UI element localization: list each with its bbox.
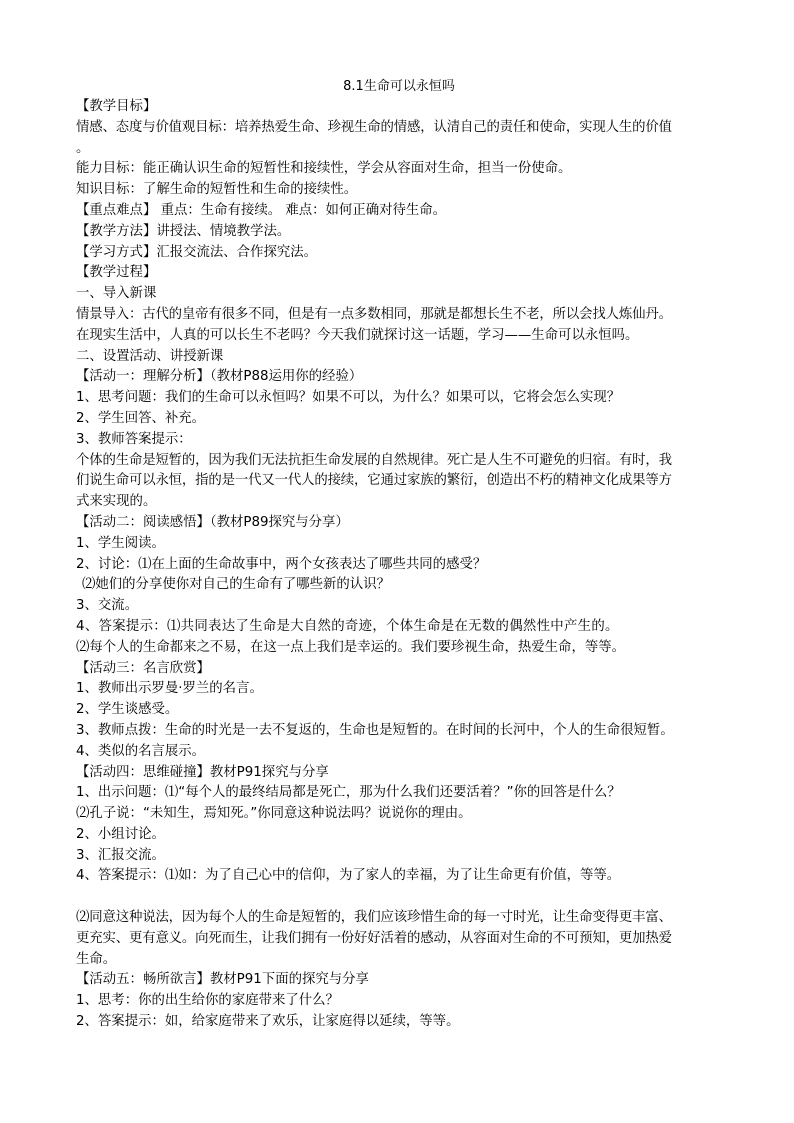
section-heading-objectives: 【教学目标】	[76, 99, 157, 114]
activity-2-item-3: 3、交流。	[76, 598, 139, 614]
document-title: 8.1生命可以永恒吗	[343, 79, 455, 94]
activity-3-item-2: 2、学生谈感受。	[76, 702, 179, 718]
section-heading-process: 【教学过程】	[76, 265, 157, 281]
activity-2-item-2: 2、讨论：⑴在上面的生命故事中，两个女孩表达了哪些共同的感受？	[76, 556, 487, 572]
document-page	[76, 76, 722, 1033]
activity-4-answer-2c: 生命。	[76, 951, 117, 967]
blank-line	[76, 887, 722, 908]
activity-2-item-1: 1、学生阅读。	[76, 535, 165, 551]
objective-emotion-tail: 。	[76, 140, 90, 156]
activity-3-item-4: 4、类似的名言展示。	[76, 743, 206, 759]
activity-4-item-4: 4、答案提示：⑴如：为了自己心中的信仰，为了家人的幸福，为了让生命更有价值，等等。	[76, 868, 621, 884]
activity-1-item-1: 1、思考问题：我们的生命可以永恒吗？如果不可以，为什么？如果可以，它将会怎么实现？	[76, 390, 621, 406]
teaching-method: 【教学方法】讲授法、情境教学法。	[76, 223, 291, 239]
activity-4-item-3: 3、汇报交流。	[76, 847, 165, 863]
activity-2-heading: 【活动二：阅读感悟】（教材P89探究与分享）	[76, 514, 349, 530]
key-difficult-points: 【重点难点】 重点：生命有接续。 难点：如何正确对待生命。	[76, 202, 447, 218]
activity-4-item-2: 2、小组讨论。	[76, 826, 165, 842]
activity-5-heading: 【活动五：畅所欲言】教材P91下面的探究与分享	[76, 972, 369, 988]
learning-method: 【学习方式】汇报交流法、合作探究法。	[76, 244, 318, 260]
activity-2-item-2b: ⑵她们的分享使你对自己的生命有了哪些新的认识？	[82, 577, 390, 593]
objective-ability: 能力目标：能正确认识生命的短暂性和接续性，学会从容面对生命，担当一份使命。	[76, 161, 572, 177]
activity-3-heading: 【活动三：名言欣赏】	[76, 660, 210, 676]
activity-1-heading: 【活动一：理解分析】（教材P88运用你的经验）	[76, 369, 363, 385]
activity-4-answer-2b: 更充实、更有意义。向死而生，让我们拥有一份好好活着的感动，从容面对生命的不可预知，更加热爱	[76, 930, 672, 946]
step-activities-heading: 二、设置活动、讲授新课	[76, 348, 224, 364]
activity-3-item-3: 3、教师点拨：生命的时光是一去不复返的，生命也是短暂的。在时间的长河中，个人的生命很短暂。	[76, 722, 674, 738]
activity-2-item-4b: ⑵每个人的生命都来之不易，在这一点上我们是幸运的。我们要珍视生命，热爱生命，等等。	[76, 639, 626, 655]
intro-text-1: 情景导入：古代的皇帝有很多不同，但是有一点多数相同，那就是都想长生不老，所以会找人炼仙丹。	[76, 306, 672, 322]
activity-2-item-4: 4、答案提示：⑴共同表达了生命是大自然的奇迹，个体生命是在无数的偶然性中产生的。	[76, 618, 619, 634]
activity-4-answer-2a: ⑵同意这种说法，因为每个人的生命是短暂的，我们应该珍惜生命的每一寸时光，让生命变得更丰富、	[76, 910, 672, 926]
step-introduction-heading: 一、导入新课	[76, 286, 157, 302]
activity-1-item-3: 3、教师答案提示：	[76, 431, 192, 447]
activity-5-item-1: 1、思考：你的出生给你的家庭带来了什么？	[76, 993, 339, 1009]
objective-knowledge: 知识目标：了解生命的短暂性和生命的接续性。	[76, 182, 358, 198]
activity-1-item-2: 2、学生回答、补充。	[76, 410, 206, 426]
activity-1-answer-3: 式来实现的。	[76, 494, 157, 510]
intro-text-2: 在现实生活中，人真的可以长生不老吗？今天我们就探讨这一话题，学习——生命可以永恒吗。	[76, 327, 639, 343]
activity-4-heading: 【活动四：思维碰撞】教材P91探究与分享	[76, 764, 329, 780]
activity-1-answer-2: 们说生命可以永恒，指的是一代又一代人的接续，它通过家族的繁衍，创造出不朽的精神文化成果等方	[76, 473, 672, 489]
activity-4-item-1b: ⑵孔子说：“未知生，焉知死。”你同意这种说法吗？说说你的理由。	[76, 806, 472, 822]
activity-3-item-1: 1、教师出示罗曼·罗兰的名言。	[76, 681, 263, 697]
activity-1-answer-1: 个体的生命是短暂的，因为我们无法抗拒生命发展的自然规律。死亡是人生不可避免的归宿。有时，我	[76, 452, 672, 468]
activity-5-item-2: 2、答案提示：如，给家庭带来了欢乐，让家庭得以延续，等等。	[76, 1014, 460, 1030]
objective-emotion: 情感、态度与价值观目标：培养热爱生命、珍视生命的情感，认清自己的责任和使命，实现人生的价值	[76, 119, 672, 135]
activity-4-item-1: 1、出示问题：⑴“每个人的最终结局都是死亡，那为什么我们还要活着？”你的回答是什么？	[76, 785, 621, 801]
